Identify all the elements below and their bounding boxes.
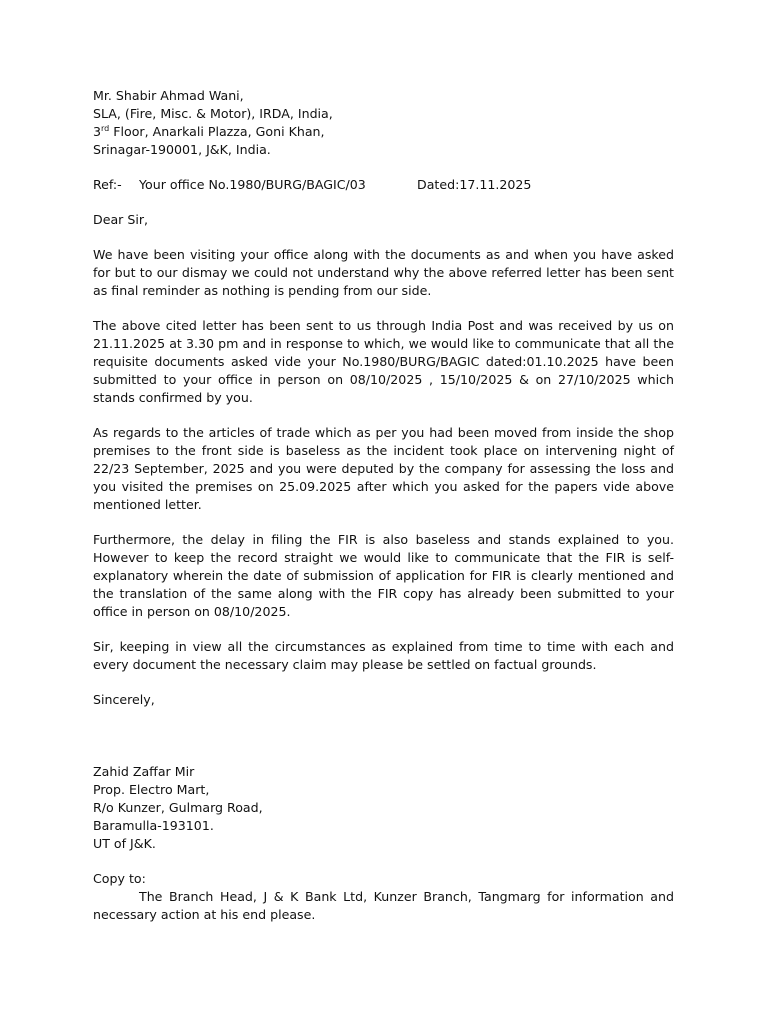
body-paragraph-4: Furthermore, the delay in filing the FIR is also baseless and stands explained to you. However to keep the record straight we would like to communicate that the FIR is self-explanatory wherein the date of submission of application for FIR is clearly mentioned and the translation of the same along with the FIR copy has already been submitted to your office in person on 08/10/2025.: [93, 532, 674, 619]
recipient-floor-suffix: rd: [101, 124, 110, 133]
sender-region: UT of J&K.: [93, 836, 156, 851]
sender-address-2: Baramulla-193101.: [93, 818, 214, 833]
copy-to-label: Copy to:: [93, 871, 146, 886]
reference-line: [93, 176, 674, 194]
recipient-address: [93, 87, 674, 159]
closing: Sincerely,: [93, 692, 155, 707]
recipient-floor-number: 3: [93, 124, 102, 139]
sender-block: [93, 763, 674, 853]
body-paragraph-1: We have been visiting your office along with the documents as and when you have asked for but to our dismay we could not understand why the above referred letter has been sent as final reminder as nothing is pending from our side.: [93, 247, 674, 298]
recipient-floor: [93, 123, 674, 141]
recipient-city: Srinagar-190001, J&K, India.: [93, 142, 271, 157]
copy-to-text: The Branch Head, J & K Bank Ltd, Kunzer Branch, Tangmarg for information and necessary action at his end please.: [93, 889, 674, 922]
recipient-name: Mr. Shabir Ahmad Wani,: [93, 88, 244, 103]
ref-office-number: Your office No.1980/BURG/BAGIC/03: [139, 177, 366, 192]
sender-business: Prop. Electro Mart,: [93, 782, 210, 797]
salutation: Dear Sir,: [93, 212, 149, 227]
ref-label: Ref:-: [93, 177, 122, 192]
recipient-floor-address: Floor, Anarkali Plazza, Goni Khan,: [109, 124, 325, 139]
sender-address-1: R/o Kunzer, Gulmarg Road,: [93, 800, 263, 815]
body-paragraph-2: The above cited letter has been sent to us through India Post and was received by us on 21.11.2025 at 3.30 pm and in response to which, we would like to communicate that all the requisite documents asked vide your No.1980/BURG/BAGIC dated:01.10.2025 have been submitted to your office in person on 08/10/2025 , 15/10/2025 & on 27/10/2025 which stands confirmed by you.: [93, 318, 674, 405]
sender-name: Zahid Zaffar Mir: [93, 764, 195, 779]
letter-page: [93, 87, 674, 924]
body-paragraph-5: Sir, keeping in view all the circumstances as explained from time to time with each and every document the necessary claim may please be settled on factual grounds.: [93, 639, 674, 672]
ref-dated: Dated:17.11.2025: [417, 177, 532, 192]
recipient-designation: SLA, (Fire, Misc. & Motor), IRDA, India,: [93, 106, 333, 121]
body-paragraph-3: As regards to the articles of trade which as per you had been moved from inside the shop premises to the front side is baseless as the incident took place on intervening night of 22/23 September, 2025 and you were deputed by the company for assessing the loss and you visited the premises on 25.09.2025 after which you asked for the papers vide above mentioned letter.: [93, 425, 674, 512]
